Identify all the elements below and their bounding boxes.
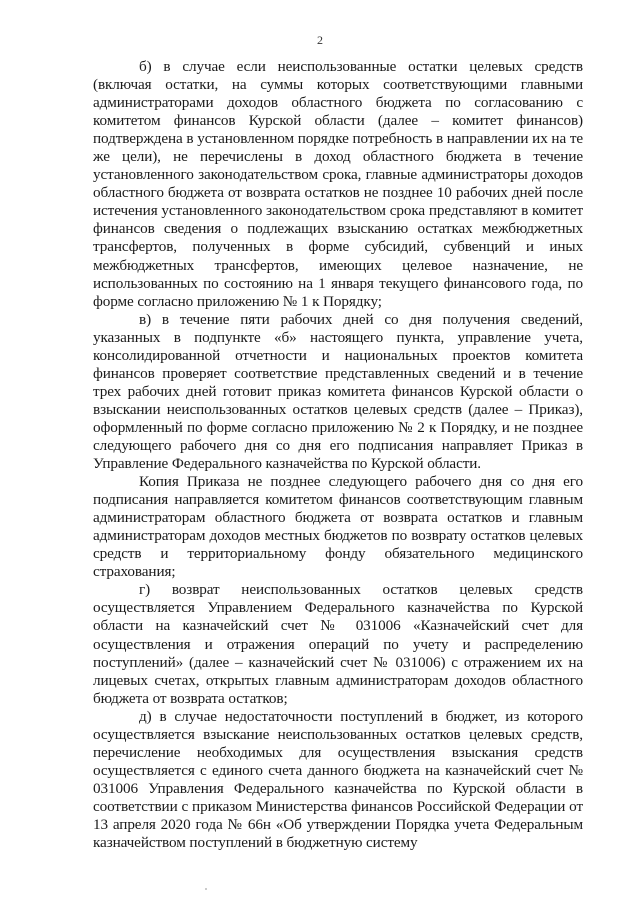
paragraph-g: г) возврат неиспользованных остатков целевых средств осуществляется Управлением Федерального казначейства по Курской области на казначейский счет № 031006 «Казначейский счет для осуществления и отражения операций по учету и распределению поступлений» (далее – казначейский счет № 031006) с отражением их на лицевых счетах, открытых главным администраторам доходов областного бюджета от возврата остатков; xyxy=(93,581,583,707)
scan-artifact-dot xyxy=(205,888,207,890)
document-body xyxy=(93,58,583,852)
paragraph-v: в) в течение пяти рабочих дней со дня получения сведений, указанных в подпункте «б» настоящего пункта, управление учета, консолидированной отчетности и национальных проектов комитета финансов проверяет соответствие представленных сведений и в течение трех рабочих дней готовит приказ комитета финансов Курской области о взыскании неиспользованных остатков целевых средств (далее – Приказ), оформленный по форме согласно приложению № 2 к Порядку, и не позднее следующего рабочего дня со дня его подписания направляет Приказ в Управление Федерального казначейства по Курской области. xyxy=(93,310,583,473)
paragraph-order-copy: Копия Приказа не позднее следующего рабочего дня со дня его подписания направляется комитетом финансов соответствующим главным администраторам областного бюджета от возврата остатков и главным администраторам доходов местных бюджетов по возврату остатков целевых средств и территориальному фонду обязательного медицинского страхования; xyxy=(93,473,583,581)
page-number: 2 xyxy=(317,33,323,47)
paragraph-d: д) в случае недостаточности поступлений в бюджет, из которого осуществляется взыскание неиспользованных остатков целевых средств, перечисление необходимых для осуществления взыскания средств осуществляется с единого счета данного бюджета на казначейский счет № 031006 Управления Федерального казначейства по Курской области в соответствии с приказом Министерства финансов Российской Федерации от 13 апреля 2020 года № 66н «Об утверждении Порядка учета Федеральным казначейством поступлений в бюджетную систему xyxy=(93,707,583,852)
paragraph-b: б) в случае если неиспользованные остатки целевых средств (включая остатки, на суммы которых соответствующими главными администраторами доходов областного бюджета по согласованию с комитетом финансов Курской области (далее – комитет финансов) подтверждена в установленном порядке потребность в направлении их на те же цели), не перечислены в доход областного бюджета в течение установленного законодательством срока, главные администраторы доходов областного бюджета от возврата остатков не позднее 10 рабочих дней после истечения установленного законодательством срока представляют в комитет финансов сведения о подлежащих взысканию остатках межбюджетных трансфертов, полученных в форме субсидий, субвенций и иных межбюджетных трансфертов, имеющих целевое назначение, не использованных по состоянию на 1 января текущего финансового года, по форме согласно приложению № 1 к Порядку; xyxy=(93,58,583,310)
